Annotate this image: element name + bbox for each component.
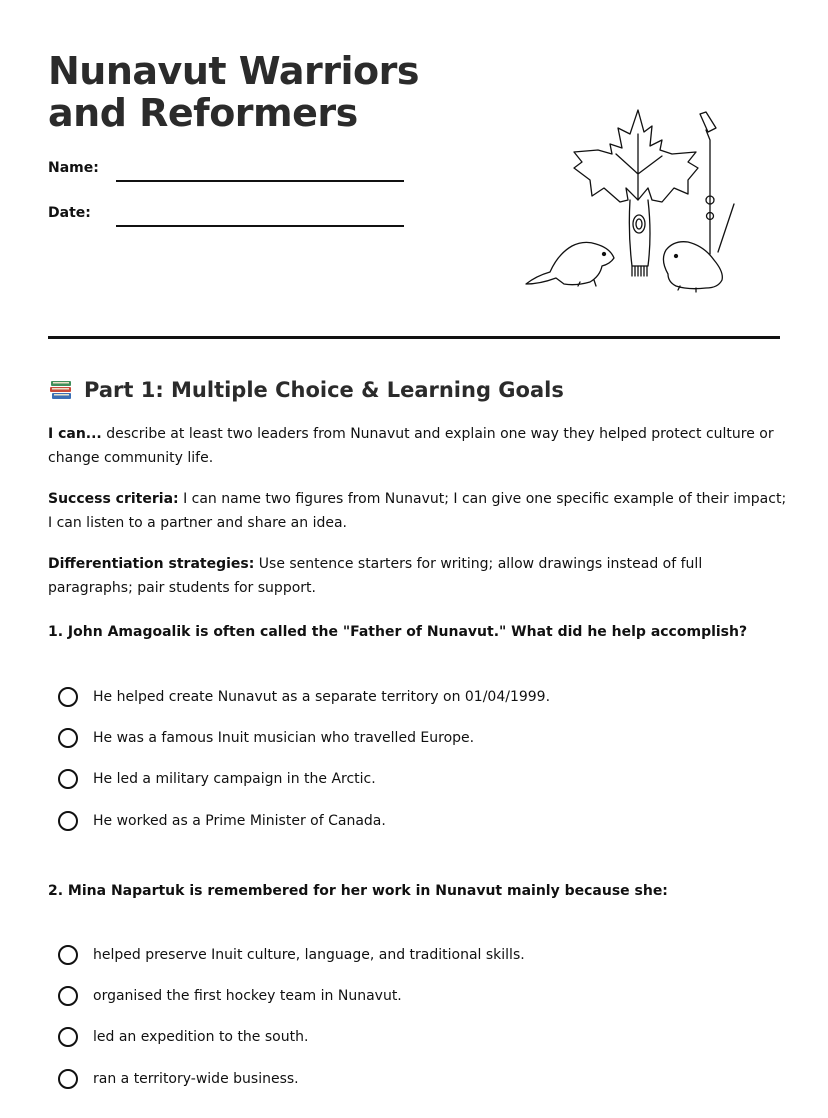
radio-button[interactable] <box>58 769 78 789</box>
radio-button[interactable] <box>58 1027 78 1047</box>
name-field[interactable] <box>116 180 404 182</box>
part1-heading-text: Part 1: Multiple Choice & Learning Goals <box>84 378 564 402</box>
option-label[interactable]: organised the first hockey team in Nunavut. <box>93 988 402 1004</box>
radio-button[interactable] <box>58 945 78 965</box>
option-label[interactable]: He was a famous Inuit musician who travelled Europe. <box>93 730 475 746</box>
radio-button[interactable] <box>58 811 78 831</box>
question-2-option-a[interactable] <box>58 943 525 967</box>
name-label: Name: <box>48 160 99 176</box>
option-label[interactable]: He led a military campaign in the Arctic. <box>93 771 376 787</box>
question-2-option-b[interactable] <box>58 984 402 1008</box>
option-label[interactable]: He helped create Nunavut as a separate territory on 01/04/1999. <box>93 689 551 705</box>
date-label: Date: <box>48 205 91 221</box>
option-label[interactable]: helped preserve Inuit culture, language, and traditional skills. <box>93 947 525 963</box>
radio-button[interactable] <box>58 728 78 748</box>
question-2-option-d[interactable] <box>58 1067 299 1091</box>
option-label[interactable]: He worked as a Prime Minister of Canada. <box>93 813 386 829</box>
differentiation-text: Use sentence starters for writing; allow drawings instead of full paragraphs; pair students for support. <box>48 556 703 596</box>
option-label[interactable]: led an expedition to the south. <box>93 1029 309 1045</box>
maple-leaf-beavers-inukshuk-illustration <box>520 104 746 294</box>
radio-button[interactable] <box>58 687 78 707</box>
i-can-label: I can... <box>48 426 102 442</box>
radio-button[interactable] <box>58 1069 78 1089</box>
question-1-option-d[interactable] <box>58 809 386 833</box>
option-label[interactable]: ran a territory-wide business. <box>93 1071 299 1087</box>
question-1-option-c[interactable] <box>58 767 376 791</box>
books-icon <box>48 377 74 403</box>
differentiation-strategies <box>48 552 788 600</box>
part1-heading <box>48 374 564 406</box>
success-criteria-text: I can name two figures from Nunavut; I can give one specific example of their impact; I can listen to a partner and share an idea. <box>48 491 787 531</box>
i-can-text: describe at least two leaders from Nunavut and explain one way they helped protect culture or change community life. <box>48 426 774 466</box>
section-divider <box>48 336 780 339</box>
date-field[interactable] <box>116 225 404 227</box>
question-1-option-a[interactable] <box>58 685 550 709</box>
radio-button[interactable] <box>58 986 78 1006</box>
page-title: Nunavut Warriors and Reformers <box>48 49 419 135</box>
question-1-option-b[interactable] <box>58 726 474 750</box>
success-criteria <box>48 487 788 535</box>
question-1-prompt: 1. John Amagoalik is often called the "Father of Nunavut." What did he help accomplish? <box>48 624 748 640</box>
question-2-prompt: 2. Mina Napartuk is remembered for her work in Nunavut mainly because she: <box>48 883 668 899</box>
differentiation-label: Differentiation strategies: <box>48 556 255 572</box>
success-criteria-label: Success criteria: <box>48 491 179 507</box>
learning-goal <box>48 422 788 470</box>
question-2-option-c[interactable] <box>58 1025 308 1049</box>
